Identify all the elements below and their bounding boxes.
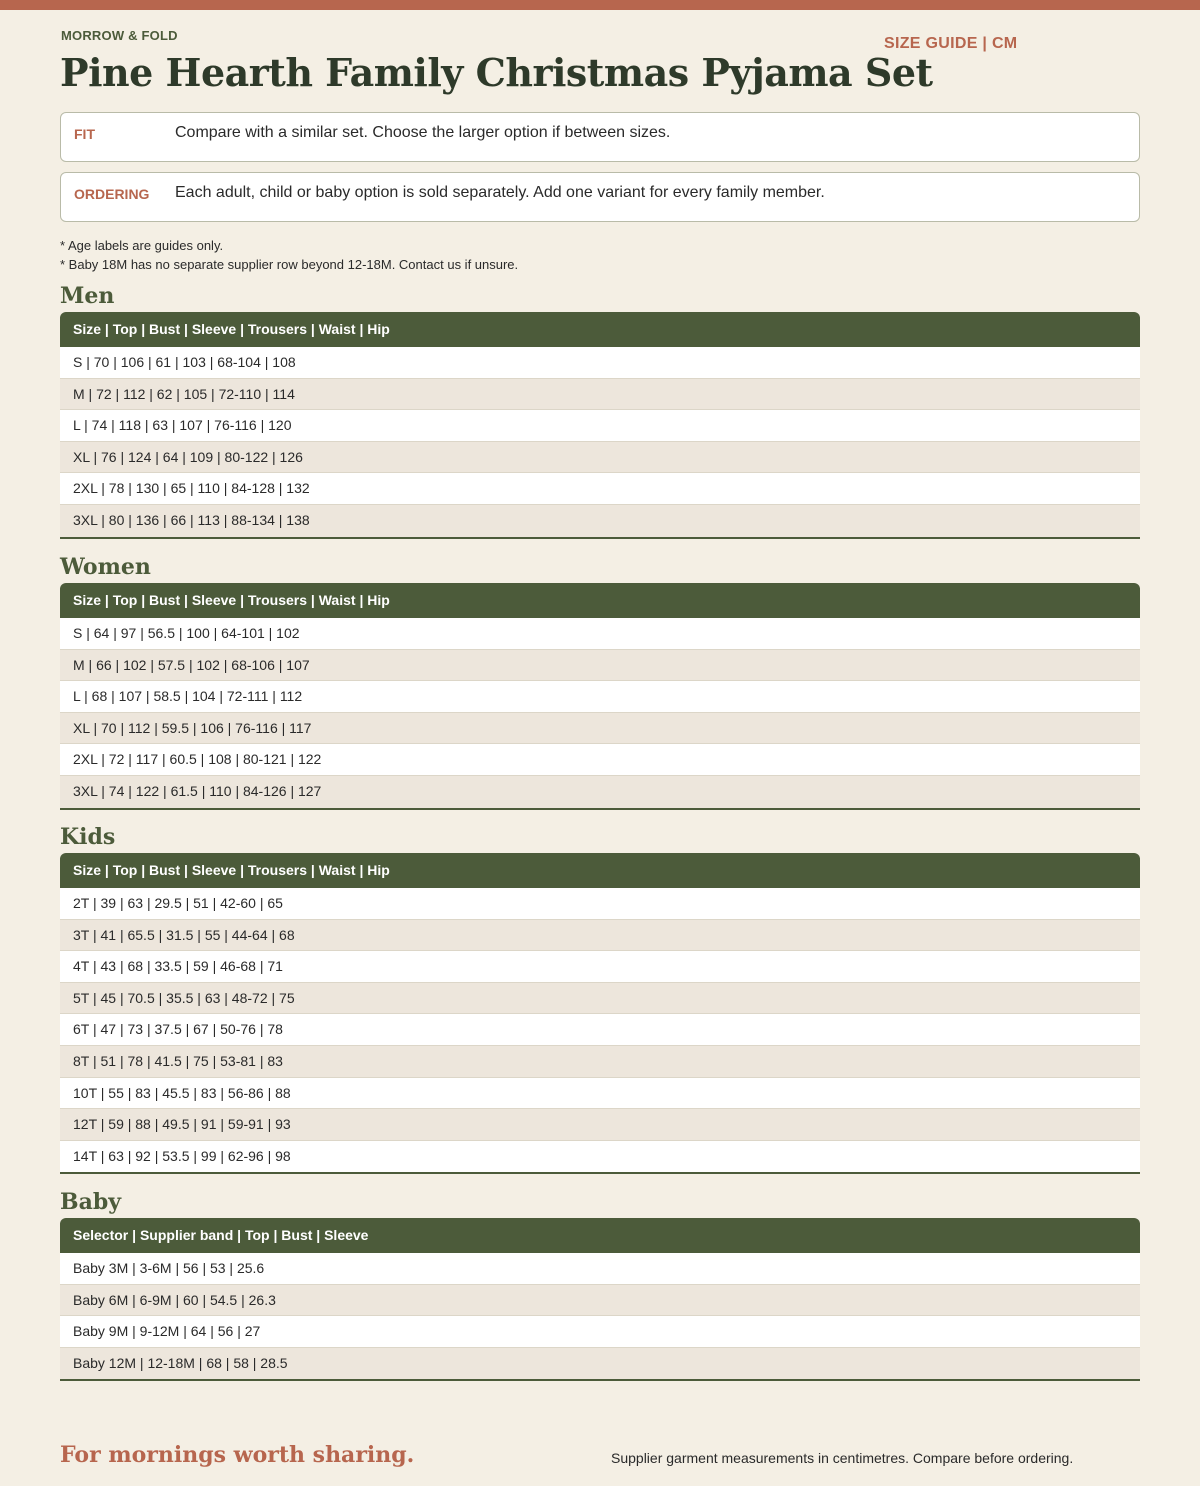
size-table-baby [60,1218,1140,1381]
table-row: S | 64 | 97 | 56.5 | 100 | 64-101 | 102 [60,618,1140,650]
footer-note: Supplier garment measurements in centimetres. Compare before ordering. [611,1450,1074,1466]
table-row: 12T | 59 | 88 | 49.5 | 91 | 59-91 | 93 [60,1109,1140,1141]
size-table-men [60,312,1140,539]
table-row: XL | 76 | 124 | 64 | 109 | 80-122 | 126 [60,442,1140,474]
table-row: XL | 70 | 112 | 59.5 | 106 | 76-116 | 117 [60,713,1140,745]
ordering-note [60,172,1140,222]
ordering-note-text: Each adult, child or baby option is sold separately. Add one variant for every family member. [175,184,825,201]
table-row: 6T | 47 | 73 | 37.5 | 67 | 50-76 | 78 [60,1014,1140,1046]
footnotes [60,236,518,274]
table-row: 3XL | 80 | 136 | 66 | 113 | 88-134 | 138 [60,505,1140,537]
table-row: Baby 6M | 6-9M | 60 | 54.5 | 26.3 [60,1285,1140,1317]
fit-note [60,112,1140,162]
page-title: Pine Hearth Family Christmas Pyjama Set [60,50,933,95]
table-header: Size | Top | Bust | Sleeve | Trousers | Waist | Hip [60,312,1140,347]
table-row: 10T | 55 | 83 | 45.5 | 83 | 56-86 | 88 [60,1078,1140,1110]
table-body [60,888,1140,1172]
table-row: 4T | 43 | 68 | 33.5 | 59 | 46-68 | 71 [60,951,1140,983]
ordering-note-label: ORDERING [74,186,150,202]
table-body [60,1253,1140,1379]
table-row: 3T | 41 | 65.5 | 31.5 | 55 | 44-64 | 68 [60,920,1140,952]
table-row: 14T | 63 | 92 | 53.5 | 99 | 62-96 | 98 [60,1141,1140,1173]
brand-name: MORROW & FOLD [61,28,178,43]
size-table-kids [60,853,1140,1174]
table-row: S | 70 | 106 | 61 | 103 | 68-104 | 108 [60,347,1140,379]
section-title-baby: Baby [60,1189,122,1215]
table-row: Baby 9M | 9-12M | 64 | 56 | 27 [60,1316,1140,1348]
fit-note-text: Compare with a similar set. Choose the larger option if between sizes. [175,124,671,141]
table-body [60,347,1140,537]
table-row: Baby 3M | 3-6M | 56 | 53 | 25.6 [60,1253,1140,1285]
size-guide-tag: SIZE GUIDE | CM [884,35,1018,52]
table-body [60,618,1140,808]
section-title-kids: Kids [60,824,116,850]
table-row: 2T | 39 | 63 | 29.5 | 51 | 42-60 | 65 [60,888,1140,920]
section-title-women: Women [60,554,151,580]
table-header: Size | Top | Bust | Sleeve | Trousers | Waist | Hip [60,853,1140,888]
footnote: * Baby 18M has no separate supplier row beyond 12-18M. Contact us if unsure. [60,257,519,272]
table-row: 5T | 45 | 70.5 | 35.5 | 63 | 48-72 | 75 [60,983,1140,1015]
table-row: L | 68 | 107 | 58.5 | 104 | 72-111 | 112 [60,681,1140,713]
table-row: L | 74 | 118 | 63 | 107 | 76-116 | 120 [60,410,1140,442]
table-row: 3XL | 74 | 122 | 61.5 | 110 | 84-126 | 127 [60,776,1140,808]
size-table-women [60,583,1140,810]
footnote: * Age labels are guides only. [60,238,224,253]
table-row: M | 66 | 102 | 57.5 | 102 | 68-106 | 107 [60,650,1140,682]
table-row: Baby 12M | 12-18M | 68 | 58 | 28.5 [60,1348,1140,1380]
fit-note-label: FIT [74,126,95,142]
top-accent-bar [0,0,1200,10]
table-row: 2XL | 78 | 130 | 65 | 110 | 84-128 | 132 [60,473,1140,505]
table-header: Selector | Supplier band | Top | Bust | Sleeve [60,1218,1140,1253]
table-row: 8T | 51 | 78 | 41.5 | 75 | 53-81 | 83 [60,1046,1140,1078]
tagline: For mornings worth sharing. [60,1442,415,1468]
section-title-men: Men [60,283,115,309]
table-row: M | 72 | 112 | 62 | 105 | 72-110 | 114 [60,379,1140,411]
table-row: 2XL | 72 | 117 | 60.5 | 108 | 80-121 | 122 [60,744,1140,776]
table-header: Size | Top | Bust | Sleeve | Trousers | Waist | Hip [60,583,1140,618]
